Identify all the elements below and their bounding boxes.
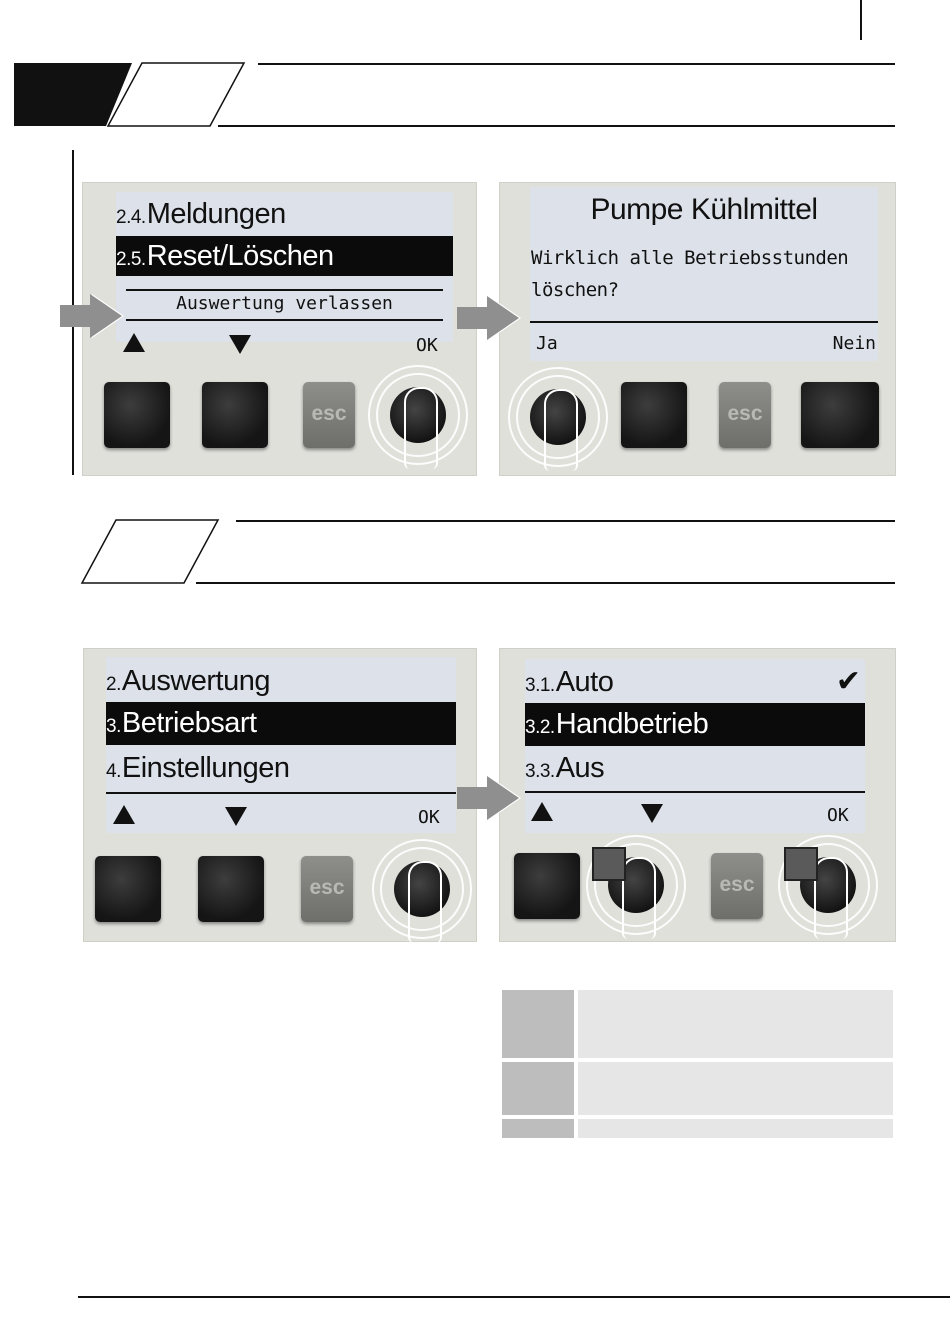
menu-item-auswertung[interactable]: 2.Auswertung <box>106 665 271 697</box>
yes-button-pressed[interactable] <box>508 367 608 467</box>
section-tab-outline <box>80 519 220 585</box>
dialog-question-line1: Wirklich alle Betriebsstunden <box>531 247 849 269</box>
display-screen <box>530 187 878 361</box>
no-softkey-label: Nein <box>832 333 876 354</box>
menu-item-handbetrieb-selected[interactable]: 3.2.Handbetrieb <box>525 703 865 746</box>
legend-table <box>502 990 893 1140</box>
key-down-button[interactable] <box>621 382 687 448</box>
no-button[interactable] <box>801 382 879 448</box>
separator-line <box>525 791 865 793</box>
display-screen <box>116 192 453 342</box>
device-panel-confirm <box>499 182 896 476</box>
key-up-button[interactable] <box>95 856 161 922</box>
legend-text-cell <box>578 1119 893 1138</box>
ok-softkey-label: OK <box>827 805 849 826</box>
separator-line <box>106 792 456 794</box>
up-arrow-icon <box>123 333 145 352</box>
dialog-question-line2: löschen? <box>531 279 619 301</box>
ok-button-pressed[interactable] <box>372 839 472 939</box>
esc-button[interactable]: esc <box>303 382 355 448</box>
menu-item-betriebsart-selected[interactable]: 3.Betriebsart <box>106 702 456 745</box>
legend-key-cell <box>502 1119 574 1138</box>
menu-item-auto[interactable]: 3.1.Auto <box>525 666 614 698</box>
esc-button[interactable]: esc <box>719 382 771 448</box>
menu-item-einstellungen[interactable]: 4.Einstellungen <box>106 752 290 784</box>
ok-softkey-label: OK <box>416 335 438 356</box>
pointer-arrow-icon <box>457 296 521 340</box>
up-arrow-icon <box>531 802 553 821</box>
menu-item-meldungen[interactable]: 2.4.Meldungen <box>116 198 286 230</box>
legend-text-cell <box>578 990 893 1058</box>
key-up-button[interactable] <box>104 382 170 448</box>
separator-line <box>530 321 878 323</box>
pointer-arrow-icon <box>457 776 521 820</box>
down-arrow-icon <box>229 335 251 354</box>
esc-button[interactable]: esc <box>301 856 353 922</box>
key-down-button[interactable] <box>202 382 268 448</box>
menu-item-reset-selected[interactable]: 2.5.Reset/Löschen <box>116 236 453 276</box>
corner-mark <box>860 0 862 40</box>
yes-softkey-label: Ja <box>536 333 558 354</box>
display-screen <box>106 657 456 833</box>
finger-press-icon <box>408 861 442 943</box>
key-up-button[interactable] <box>514 853 580 919</box>
device-panel-operating-mode <box>499 648 896 942</box>
pointer-arrow-icon <box>60 294 124 338</box>
down-arrow-icon <box>225 807 247 826</box>
legend-key-cell <box>502 1062 574 1115</box>
key-down-button[interactable] <box>198 856 264 922</box>
up-arrow-icon <box>113 805 135 824</box>
finger-press-icon <box>814 857 848 939</box>
header-rule-top <box>236 520 895 522</box>
ok-softkey-label: OK <box>418 807 440 828</box>
esc-button[interactable]: esc <box>711 853 763 919</box>
checkmark-icon: ✔ <box>835 664 861 699</box>
separator-line <box>126 319 443 321</box>
header-rule-bottom <box>196 582 895 584</box>
legend-text-cell <box>578 1062 893 1115</box>
callout-square-marker <box>592 847 626 881</box>
display-screen <box>525 659 865 833</box>
header-rule-top <box>258 63 895 65</box>
footer-rule <box>78 1296 950 1298</box>
exit-evaluation-item[interactable]: Auswertung verlassen <box>176 293 393 314</box>
device-panel-reset <box>82 182 477 476</box>
dialog-title: Pumpe Kühlmittel <box>590 193 818 226</box>
menu-item-aus[interactable]: 3.3.Aus <box>525 752 605 784</box>
ok-button-pressed[interactable] <box>368 365 468 465</box>
legend-key-cell <box>502 990 574 1058</box>
section-tab-outline <box>106 62 246 128</box>
down-arrow-icon <box>641 804 663 823</box>
finger-press-icon <box>622 857 656 939</box>
separator-line <box>126 289 443 291</box>
finger-press-icon <box>404 387 438 469</box>
finger-press-icon <box>544 389 578 471</box>
device-panel-mainmenu <box>83 648 477 942</box>
callout-square-marker <box>784 847 818 881</box>
header-rule-bottom <box>218 125 895 127</box>
